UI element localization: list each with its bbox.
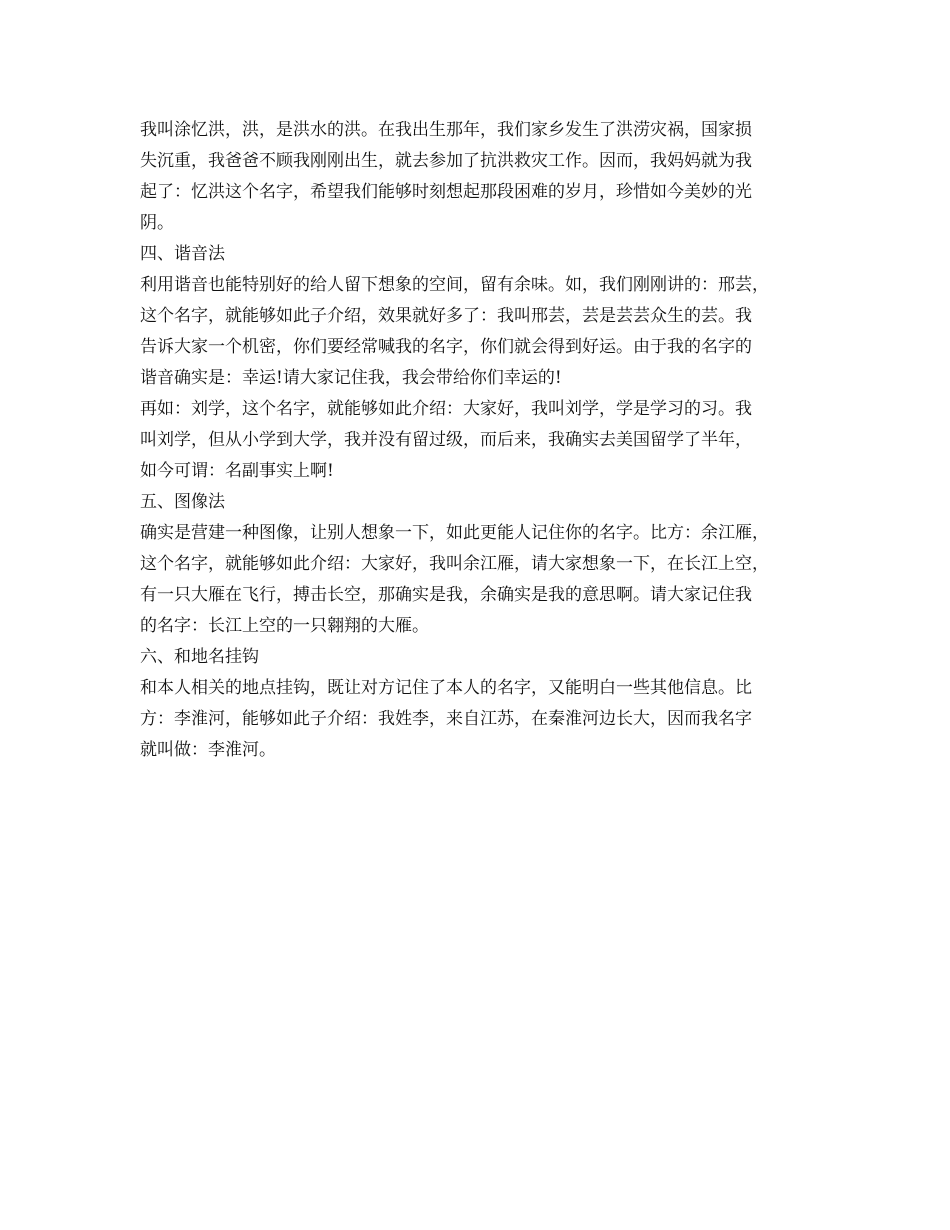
text-line: 如今可谓：名副事实上啊! [140,461,334,481]
text-line: 就叫做：李淮河。 [140,740,276,760]
text-line: 告诉大家一个机密，你们要经常喊我的名字，你们就会得到好运。由于我的名字的 [140,337,752,357]
paragraph-place-name-method [140,673,820,766]
paragraph-name-meaning [140,115,820,239]
text-line: 我叫涂忆洪，洪，是洪水的洪。在我出生那年，我们家乡发生了洪涝灾祸，国家损 [140,120,752,140]
text-line: 确实是营建一种图像，让别人想象一下，如此更能人记住你的名字。比方：余江雁， [140,523,769,543]
text-line: 再如：刘学，这个名字，就能够如此介绍：大家好，我叫刘学，学是学习的习。我 [140,399,752,419]
text-line: 有一只大雁在飞行，搏击长空，那确实是我，余确实是我的意思啊。请大家记住我 [140,585,752,605]
text-line: 起了：忆洪这个名字，希望我们能够时刻想起那段困难的岁月，珍惜如今美妙的光 [140,182,752,202]
document-body [140,115,820,766]
paragraph-homophone-example-2 [140,394,820,487]
text-line: 失沉重，我爸爸不顾我刚刚出生，就去参加了抗洪救灾工作。因而，我妈妈就为我 [140,151,752,171]
text-line: 这个名字，就能够如此介绍：大家好，我叫余江雁，请大家想象一下，在长江上空， [140,554,769,574]
section-heading-place-name: 六、和地名挂钩 [140,647,259,667]
paragraph-image-method [140,518,820,642]
text-line: 谐音确实是：幸运!请大家记住我，我会带给你们幸运的! [140,368,562,388]
text-line: 阴。 [140,213,174,233]
paragraph-homophone-example-1 [140,270,820,394]
text-line: 利用谐音也能特别好的给人留下想象的空间，留有余味。如，我们刚刚讲的：邢芸， [140,275,769,295]
text-line: 叫刘学，但从小学到大学，我并没有留过级，而后来，我确实去美国留学了半年， [140,430,752,450]
text-line: 这个名字，就能够如此子介绍，效果就好多了：我叫邢芸，芸是芸芸众生的芸。我 [140,306,752,326]
section-heading-image: 五、图像法 [140,492,225,512]
text-line: 方：李淮河，能够如此子介绍：我姓李，来自江苏，在秦淮河边长大，因而我名字 [140,709,752,729]
text-line: 的名字：长江上空的一只翱翔的大雁。 [140,616,429,636]
section-heading-homophone: 四、谐音法 [140,244,225,264]
text-line: 和本人相关的地点挂钩，既让对方记住了本人的名字，又能明白一些其他信息。比 [140,678,752,698]
